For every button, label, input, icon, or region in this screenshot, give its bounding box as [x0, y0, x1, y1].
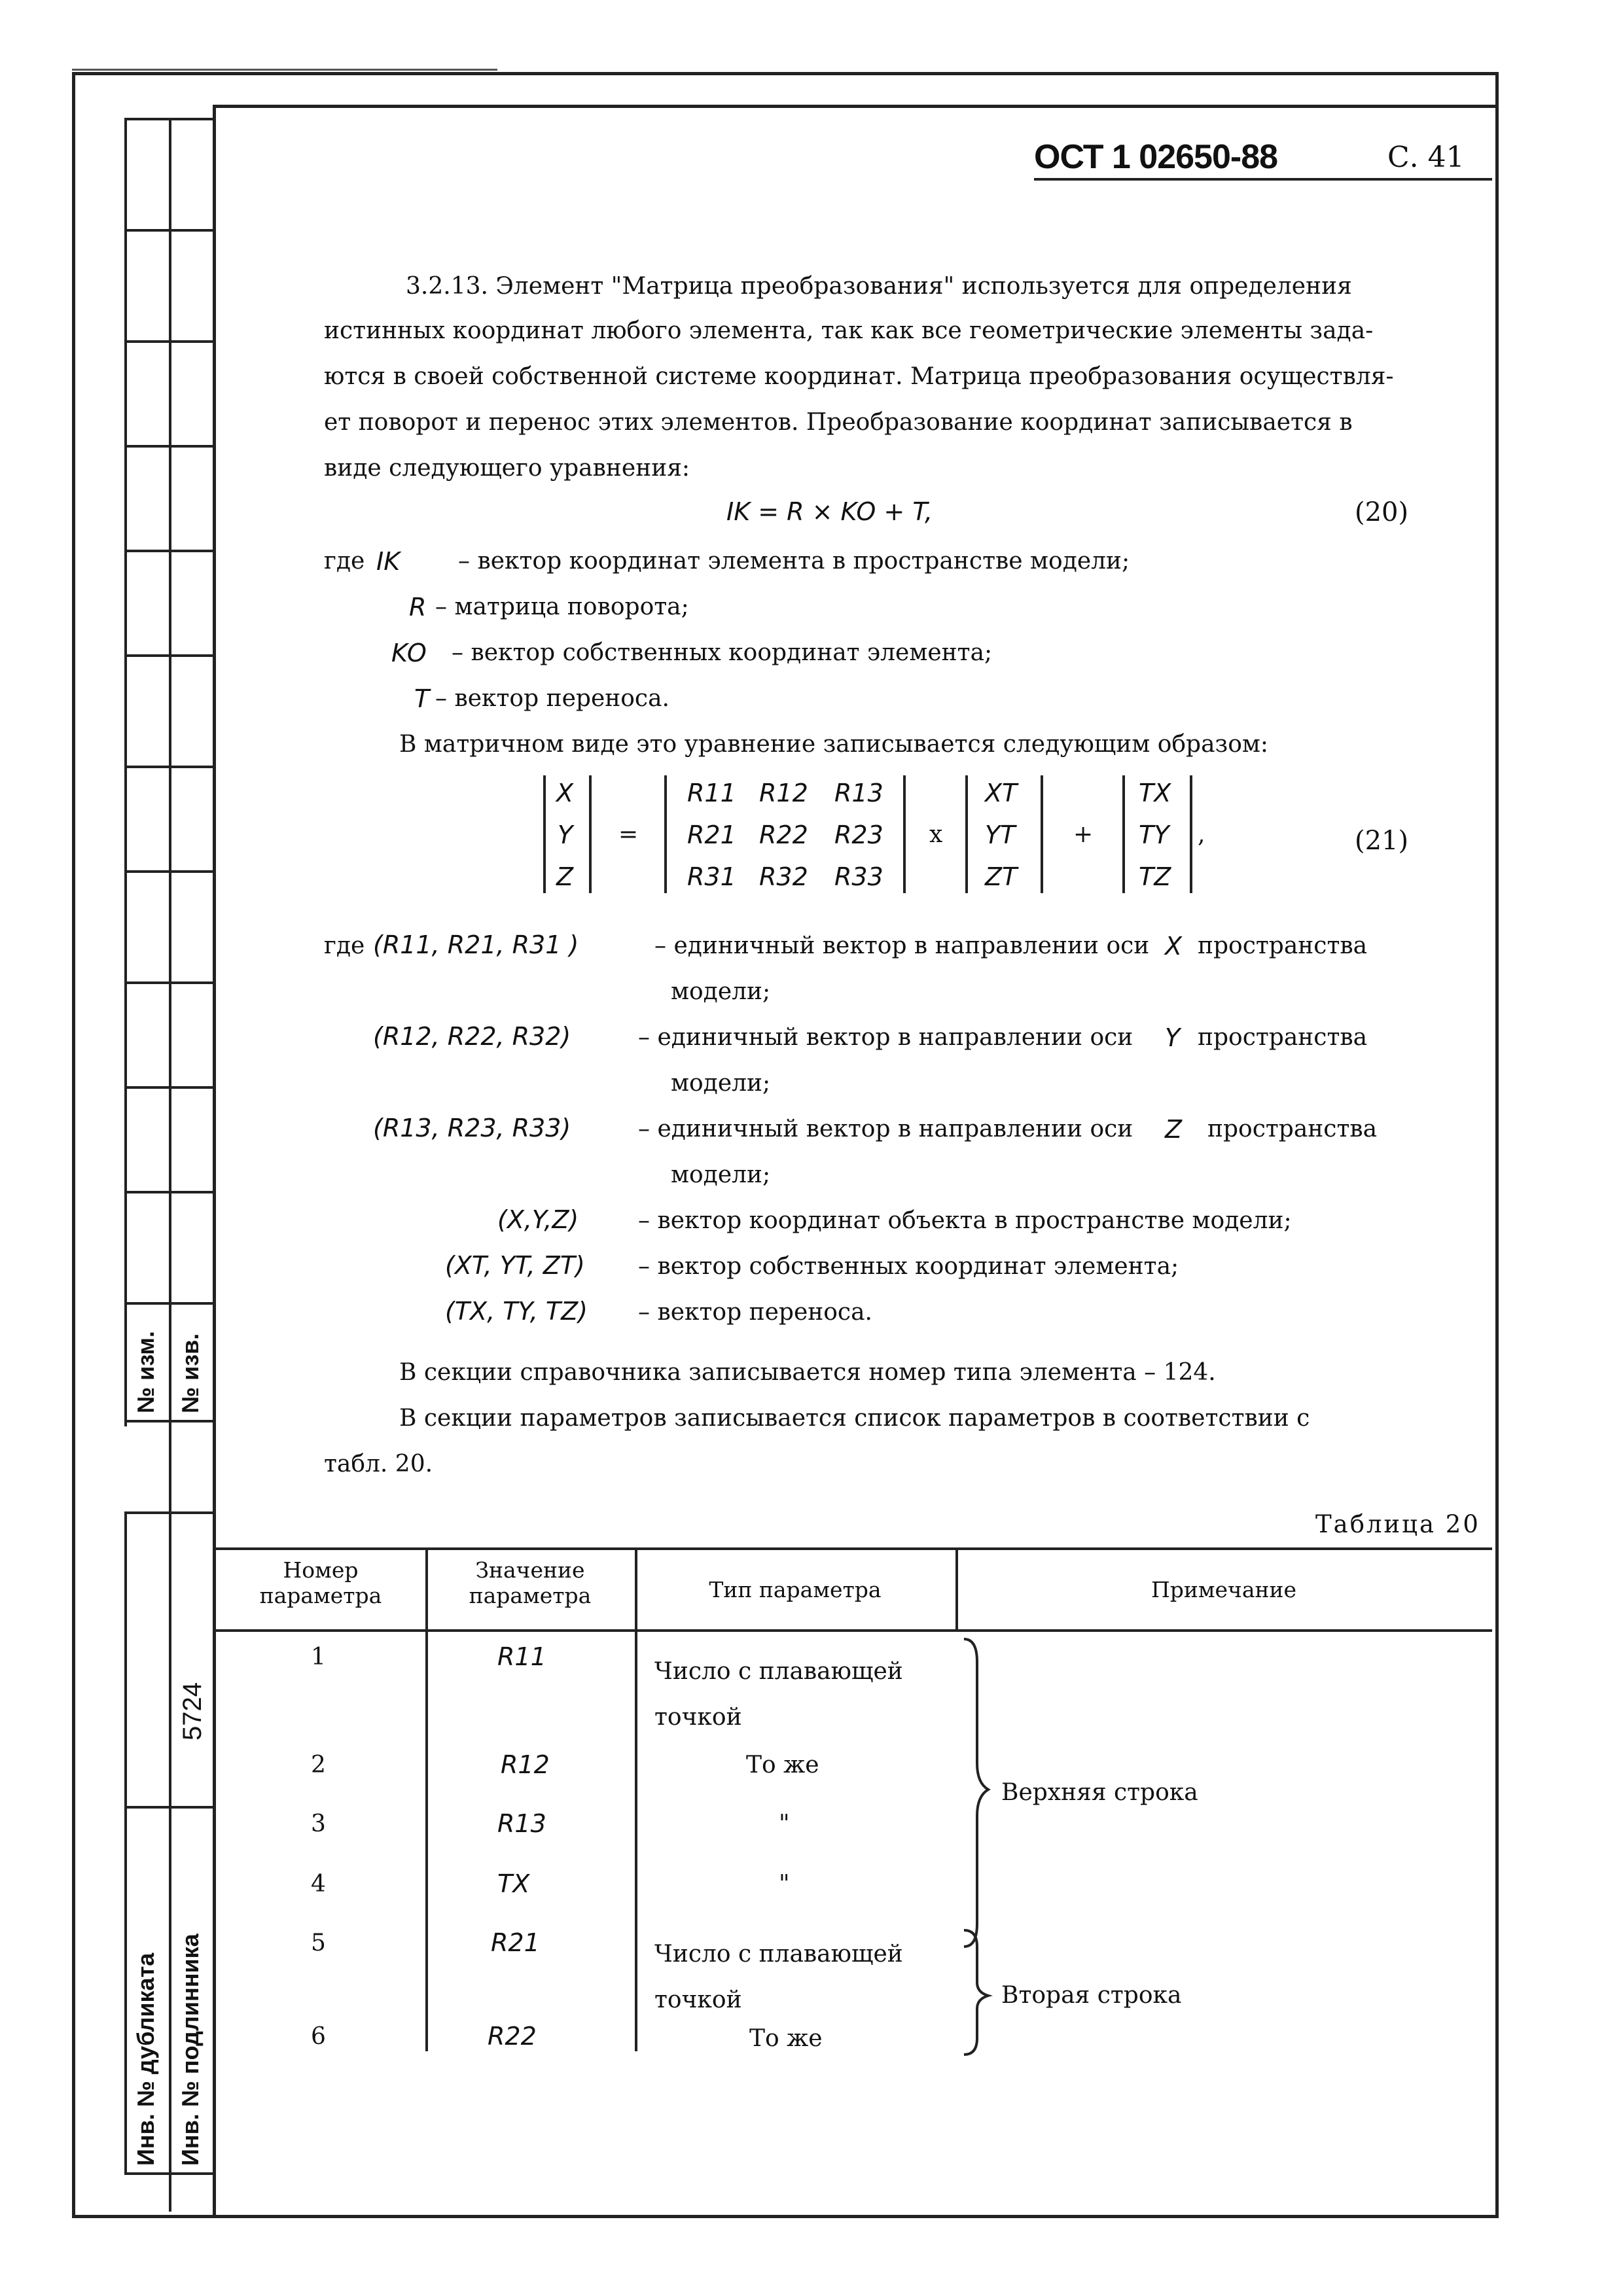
table-row-type: То же — [746, 1752, 819, 1778]
matrix-xt-cell: ZT — [985, 862, 1018, 891]
stamp-duplicate-inv: Инв. № дубликата — [132, 1952, 159, 2166]
matrix-intro: В матричном виде это уравнение записывается следующим образом: — [399, 731, 1268, 758]
stamp-divider — [124, 654, 216, 657]
matrix-bracket — [965, 775, 968, 893]
paragraph-parameter-section-cont: табл. 20. — [324, 1451, 433, 1477]
table-row-value: R21 — [491, 1928, 540, 1957]
table-row-number: 5 — [311, 1930, 326, 1956]
stamp-divider — [124, 340, 216, 343]
matrix-r-cell: R21 — [687, 821, 736, 849]
matrix-r-cell: R13 — [834, 779, 883, 807]
matrix-bracket — [1190, 775, 1192, 893]
def-cont: модели; — [671, 1070, 771, 1097]
matrix-left-z: Z — [556, 862, 574, 891]
def-axis: Z — [1165, 1115, 1183, 1144]
table-header-type: Тип параметра — [709, 1577, 882, 1602]
def-symbol: IK — [376, 547, 401, 576]
def-symbol: T — [414, 684, 430, 713]
table-row-number: 2 — [311, 1752, 326, 1778]
note-top-row: Верхняя строка — [1001, 1779, 1198, 1806]
document-code: ОСТ 1 02650-88 — [1034, 138, 1278, 176]
paragraph-line: виде следующего уравнения: — [324, 455, 690, 482]
stamp-divider — [124, 445, 216, 448]
def-symbol: (X,Y,Z) — [497, 1205, 579, 1234]
table-header-number: Номер параметра — [259, 1557, 382, 1608]
table-row-number: 6 — [311, 2023, 326, 2050]
matrix-xt-cell: YT — [985, 821, 1016, 849]
stamp-divider — [124, 1420, 216, 1422]
stamp-divider — [124, 118, 216, 120]
table-col-line — [425, 1547, 428, 2051]
stamp-divider — [124, 1806, 216, 1809]
matrix-r-cell: R22 — [759, 821, 808, 849]
note-second-row: Вторая строка — [1001, 1982, 1182, 2009]
def-tail: пространства — [1207, 1116, 1378, 1142]
stamp-number: 5724 — [178, 1682, 207, 1740]
matrix-equals: = — [618, 821, 639, 848]
paragraph-line: 3.2.13. Элемент "Матрица преобразования" используется для определения — [406, 273, 1352, 300]
stamp-divider — [124, 1191, 216, 1193]
def-symbol: R — [409, 593, 427, 622]
matrix-r-cell: R23 — [834, 821, 883, 849]
matrix-comma: , — [1198, 821, 1205, 848]
def-text: – единичный вектор в направлении оси — [638, 1024, 1133, 1051]
stamp-divider — [124, 229, 216, 232]
stamp-notice-no: № изв. — [177, 1333, 204, 1413]
def-text: – вектор переноса. — [435, 685, 669, 712]
def-text: – вектор координат объекта в пространстве модели; — [638, 1207, 1292, 1234]
table-caption: Таблица 20 — [1315, 1510, 1480, 1538]
equation-21-number: (21) — [1355, 826, 1409, 856]
matrix-tx-cell: TY — [1139, 821, 1169, 849]
def-cont: модели; — [671, 1161, 771, 1188]
table-row-number: 1 — [311, 1644, 326, 1670]
def-text: – единичный вектор в направлении оси — [638, 1116, 1133, 1142]
stamp-divider — [124, 766, 216, 768]
matrix-tx-cell: TX — [1139, 779, 1171, 807]
stamp-divider — [124, 1511, 216, 1514]
matrix-left-x: X — [556, 779, 574, 807]
page-number: С. 41 — [1387, 141, 1465, 174]
paragraph-line: истинных координат любого элемента, так как все геометрические элементы зада- — [324, 317, 1374, 344]
def-axis: Y — [1165, 1023, 1181, 1052]
table-row-value: TX — [497, 1869, 530, 1898]
matrix-left-y: Y — [558, 821, 573, 849]
stamp-original-inv: Инв. № подлинника — [177, 1934, 204, 2166]
paragraph-line: ются в своей собственной системе координат. Матрица преобразования осуществля- — [324, 363, 1394, 390]
def-tail: пространства — [1198, 932, 1368, 959]
matrix-r-cell: R33 — [834, 862, 883, 891]
matrix-bracket — [664, 775, 667, 893]
table-row-type: Число с плавающей точкой — [654, 1941, 903, 2013]
def-symbol: (TX, TY, TZ) — [445, 1297, 588, 1326]
stamp-divider — [124, 981, 216, 984]
def-tail: пространства — [1198, 1024, 1368, 1051]
def-text: – вектор собственных координат элемента; — [638, 1253, 1179, 1280]
table-row-type: То же — [749, 2025, 823, 2052]
stamp-column-line — [124, 1511, 127, 2172]
def-text: – вектор координат элемента в пространстве модели; — [458, 548, 1130, 574]
stamp-divider — [124, 870, 216, 873]
matrix-bracket — [1122, 775, 1125, 893]
matrix-xt-cell: XT — [985, 779, 1018, 807]
matrix-bracket — [903, 775, 906, 893]
table-col-line — [635, 1547, 637, 2051]
def-text: – вектор собственных координат элемента; — [452, 639, 993, 666]
stamp-divider — [124, 2172, 216, 2175]
equation-20: IK = R × KO + T, — [726, 497, 933, 526]
table-top-rule — [216, 1547, 1492, 1550]
matrix-r-cell: R12 — [759, 779, 808, 807]
brace-second-group — [959, 1927, 998, 2058]
stamp-divider — [124, 550, 216, 552]
header-underline — [1034, 178, 1492, 181]
table-row-type: Число с плавающей точкой — [654, 1658, 903, 1731]
def-symbol: (XT, YT, ZT) — [445, 1251, 585, 1280]
matrix-times: x — [929, 821, 943, 848]
table-row-type: " — [779, 1810, 790, 1837]
paragraph-line: ет поворот и перенос этих элементов. Преобразование координат записывается в — [324, 409, 1353, 436]
table-row-number: 3 — [311, 1810, 326, 1837]
table-row-value: R22 — [488, 2022, 537, 2051]
def-cont: модели; — [671, 978, 771, 1005]
matrix-bracket — [1041, 775, 1043, 893]
stamp-divider — [124, 1302, 216, 1305]
def-text: – матрица поворота; — [435, 593, 689, 620]
table-row-value: R11 — [497, 1642, 546, 1671]
table-header-value: Значение параметра — [469, 1557, 592, 1608]
stamp-divider — [124, 1086, 216, 1089]
matrix-plus: + — [1073, 821, 1094, 848]
matrix-r-cell: R11 — [687, 779, 736, 807]
def-symbol: (R11, R21, R31 ) — [373, 930, 579, 959]
def-symbol: (R13, R23, R33) — [373, 1114, 571, 1142]
def-symbol: (R12, R22, R32) — [373, 1022, 571, 1051]
stamp-column-line — [124, 118, 127, 1426]
table-row-value: R13 — [497, 1809, 546, 1838]
table-header-rule — [216, 1629, 1492, 1632]
def-text: – вектор переноса. — [638, 1299, 872, 1326]
brace-top-group — [959, 1636, 998, 1950]
equation-20-number: (20) — [1355, 497, 1409, 527]
def-symbol: KO — [391, 639, 427, 667]
matrix-r-cell: R31 — [687, 862, 736, 891]
def-axis: X — [1165, 932, 1183, 961]
matrix-tx-cell: TZ — [1139, 862, 1171, 891]
stamp-change-no: № изм. — [132, 1331, 159, 1413]
def-text: – единичный вектор в направлении оси — [654, 932, 1150, 959]
matrix-r-cell: R32 — [759, 862, 808, 891]
where-label: где — [324, 932, 365, 959]
paragraph-parameter-section: В секции параметров записывается список параметров в соответствии с — [399, 1405, 1310, 1432]
stamp-column-line — [169, 118, 171, 2212]
table-header-note: Примечание — [1150, 1577, 1297, 1602]
where-label: где — [324, 548, 365, 574]
paragraph-reference-section: В секции справочника записывается номер типа элемента – 124. — [399, 1359, 1216, 1386]
table-row-value: R12 — [501, 1750, 550, 1779]
table-row-number: 4 — [311, 1871, 326, 1898]
matrix-bracket — [543, 775, 546, 893]
matrix-bracket — [589, 775, 592, 893]
top-edge-line — [72, 69, 497, 71]
table-row-type: " — [779, 1871, 790, 1898]
table-col-line — [955, 1547, 958, 1629]
